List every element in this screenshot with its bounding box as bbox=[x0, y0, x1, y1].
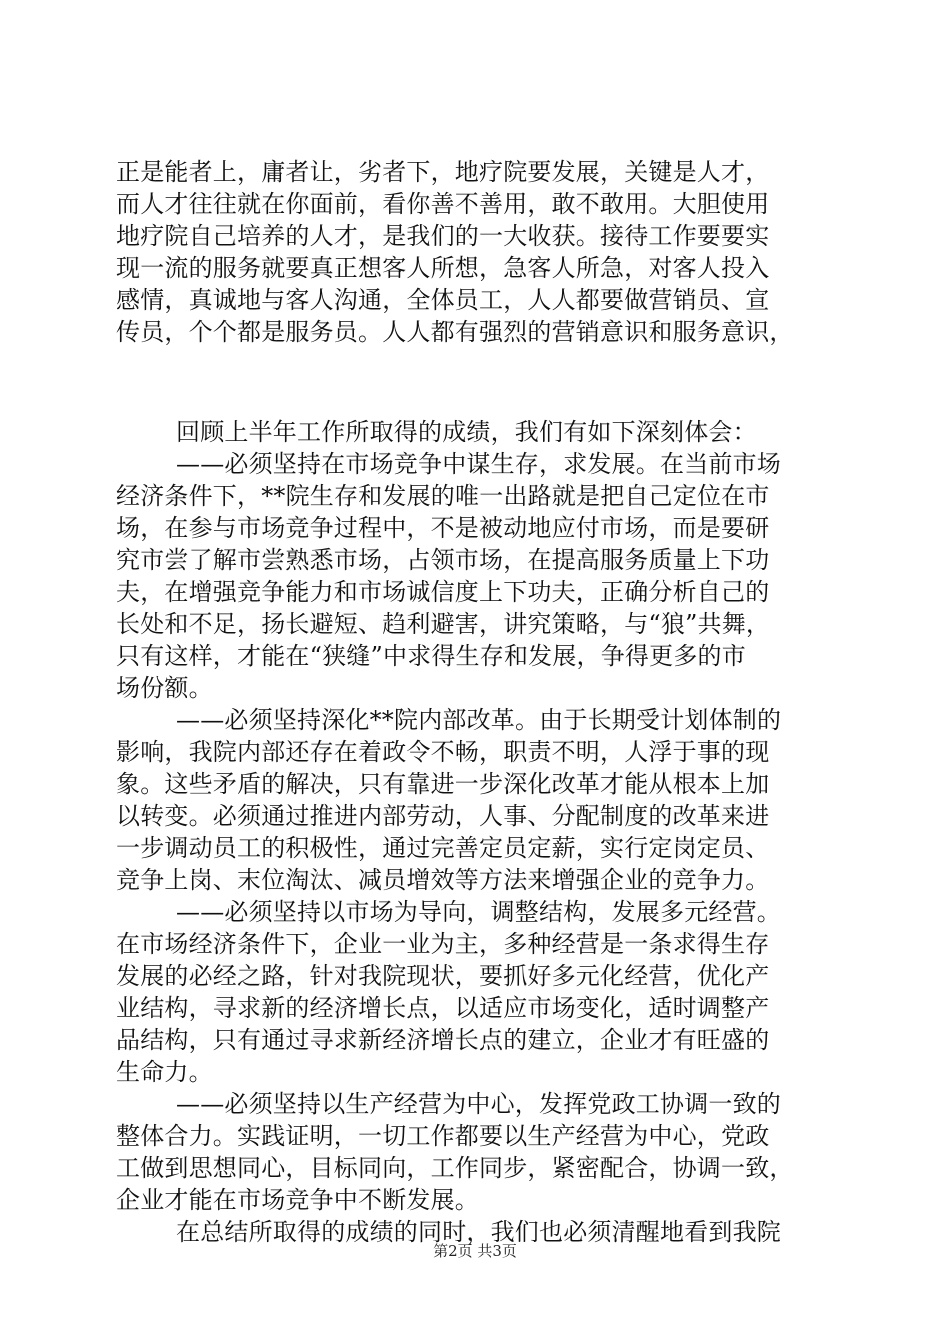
text-line: 长处和不足，扬长避短、趋利避害，讲究策略，与“狼”共舞， bbox=[116, 610, 771, 638]
text-line: 品结构，只有通过寻求新经济增长点的建立，企业才有旺盛的 bbox=[116, 1026, 770, 1054]
paragraph-start: 回顾上半年工作所取得的成绩，我们有如下深刻体会： bbox=[176, 418, 757, 446]
text-line: 象。这些矛盾的解决，只有靠进一步深化改革才能从根本上加 bbox=[116, 770, 770, 798]
text-line: 夫，在增强竞争能力和市场诚信度上下功夫，正确分析自己的 bbox=[116, 578, 770, 606]
text-line: 现一流的服务就要真正想客人所想，急客人所急，对客人投入 bbox=[116, 254, 770, 282]
text-line: 企业才能在市场竞争中不断发展。 bbox=[116, 1186, 479, 1214]
text-line: 生命力。 bbox=[116, 1058, 213, 1086]
page-footer: 第2页 共3页 bbox=[433, 1242, 517, 1260]
paragraph-start: 在总结所取得的成绩的同时，我们也必须清醒地看到我院 bbox=[176, 1218, 781, 1246]
main-text bbox=[116, 416, 836, 1248]
text-line: 而人才往往就在你面前，看你善不善用，敢不敢用。大胆使用 bbox=[116, 190, 770, 218]
text-line: 正是能者上，庸者让，劣者下，地疗院要发展，关键是人才， bbox=[116, 158, 770, 186]
text-line: 竞争上岗、末位淘汰、减员增效等方法来增强企业的竞争力。 bbox=[116, 866, 770, 894]
text-line: 经济条件下，**院生存和发展的唯一出路就是把自己定位在市 bbox=[116, 482, 770, 510]
text-line: 影响，我院内部还存在着政令不畅，职责不明，人浮于事的现 bbox=[116, 738, 770, 766]
text-line: 究市尝了解市尝熟悉市场，占领市场，在提高服务质量上下功 bbox=[116, 546, 770, 574]
text-line: 业结构，寻求新的经济增长点，以适应市场变化，适时调整产 bbox=[116, 994, 770, 1022]
text-line: 在市场经济条件下，企业一业为主，多种经营是一条求得生存 bbox=[116, 930, 770, 958]
paragraph-start: ——必须坚持以生产经营为中心，发挥党政工协调一致的 bbox=[176, 1090, 781, 1118]
text-line: 场，在参与市场竞争过程中，不是被动地应付市场，而是要研 bbox=[116, 514, 770, 542]
text-line: 一步调动员工的积极性，通过完善定员定薪，实行定岗定员、 bbox=[116, 834, 770, 862]
text-line: 以转变。必须通过推进内部劳动，人事、分配制度的改革来进 bbox=[116, 802, 770, 830]
text-line: 感情，真诚地与客人沟通，全体员工，人人都要做营销员、宣 bbox=[116, 286, 770, 314]
text-line: 传员，个个都是服务员。人人都有强烈的营销意识和服务意识， bbox=[116, 318, 794, 346]
paragraph-start: ——必须坚持深化**院内部改革。由于长期受计划体制的 bbox=[176, 706, 782, 734]
text-line: 场份额。 bbox=[116, 674, 213, 702]
paragraph-start: ——必须坚持在市场竞争中谋生存，求发展。在当前市场 bbox=[176, 450, 781, 478]
paragraph-start: ——必须坚持以市场为导向，调整结构，发展多元经营。 bbox=[176, 898, 781, 926]
text-line: 地疗院自己培养的人才，是我们的一大收获。接待工作要要实 bbox=[116, 222, 770, 250]
text-line: 发展的必经之路，针对我院现状，要抓好多元化经营，优化产 bbox=[116, 962, 770, 990]
text-line: 工做到思想同心，目标同向，工作同步，紧密配合，协调一致， bbox=[116, 1154, 794, 1182]
paragraph-top bbox=[116, 156, 836, 348]
text-line: 整体合力。实践证明，一切工作都要以生产经营为中心，党政 bbox=[116, 1122, 770, 1150]
text-line: 只有这样，才能在“狭缝”中求得生存和发展，争得更多的市 bbox=[116, 642, 746, 670]
